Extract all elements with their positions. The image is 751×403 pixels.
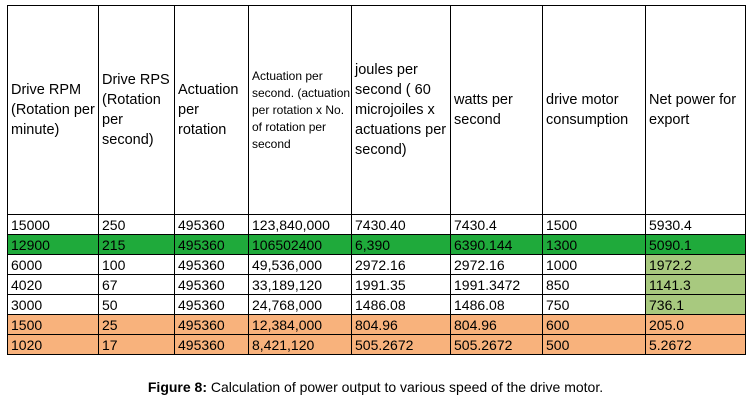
table-row xyxy=(8,335,746,355)
table-cell: 33,189,120 xyxy=(249,275,352,295)
table-row xyxy=(8,315,746,335)
table-cell: 5.2672 xyxy=(646,335,746,355)
table-cell: 1500 xyxy=(8,315,99,335)
table-cell: 600 xyxy=(543,315,646,335)
table-cell: 5090.1 xyxy=(646,235,746,255)
table-cell: 106502400 xyxy=(249,235,352,255)
table-cell: 2972.16 xyxy=(352,255,451,275)
table-cell: 12900 xyxy=(8,235,99,255)
table-cell: 804.96 xyxy=(352,315,451,335)
table-row xyxy=(8,235,746,255)
table-cell: 1500 xyxy=(543,215,646,235)
table-cell: 505.2672 xyxy=(352,335,451,355)
figure-caption-label: Figure 8: xyxy=(147,379,207,395)
table-cell: 123,840,000 xyxy=(249,215,352,235)
table-cell: 6000 xyxy=(8,255,99,275)
table-row xyxy=(8,275,746,295)
figure-caption xyxy=(0,379,751,395)
table-cell: 1991.3472 xyxy=(451,275,543,295)
table-cell: 1486.08 xyxy=(451,295,543,315)
table-cell: 495360 xyxy=(175,235,249,255)
table-cell: 100 xyxy=(99,255,175,275)
table-cell: 50 xyxy=(99,295,175,315)
table-cell: 736.1 xyxy=(646,295,746,315)
table-cell: 1486.08 xyxy=(352,295,451,315)
table-cell: 250 xyxy=(99,215,175,235)
table-cell: 15000 xyxy=(8,215,99,235)
table-cell: 495360 xyxy=(175,295,249,315)
table-cell: 7430.4 xyxy=(451,215,543,235)
table-cell: 6,390 xyxy=(352,235,451,255)
table-cell: 1972.2 xyxy=(646,255,746,275)
figure-caption-text: Calculation of power output to various speed of the drive motor. xyxy=(207,379,604,395)
table-cell: 12,384,000 xyxy=(249,315,352,335)
table-cell: 49,536,000 xyxy=(249,255,352,275)
table-row xyxy=(8,255,746,275)
header-joules-per-second: joules per second ( 60 microjoiles x actuations per second) xyxy=(352,6,451,215)
table-cell: 67 xyxy=(99,275,175,295)
table-cell: 495360 xyxy=(175,315,249,335)
header-net-power-for-export: Net power for export xyxy=(646,6,746,215)
table-cell: 495360 xyxy=(175,275,249,295)
table-cell: 1020 xyxy=(8,335,99,355)
table-cell: 205.0 xyxy=(646,315,746,335)
header-drive-rps: Drive RPS (Rotation per second) xyxy=(99,6,175,215)
table-cell: 3000 xyxy=(8,295,99,315)
table-cell: 2972.16 xyxy=(451,255,543,275)
table-cell: 4020 xyxy=(8,275,99,295)
table-cell: 24,768,000 xyxy=(249,295,352,315)
power-output-table xyxy=(7,5,746,355)
table-cell: 1300 xyxy=(543,235,646,255)
table-cell: 8,421,120 xyxy=(249,335,352,355)
header-actuation-per-second: Actuation per second. (actuation per rotation x No. of rotation per second xyxy=(249,6,352,215)
header-drive-motor-consumption: drive motor consumption xyxy=(543,6,646,215)
header-actuation-per-rotation: Actuation per rotation xyxy=(175,6,249,215)
table-cell: 804.96 xyxy=(451,315,543,335)
table-cell: 215 xyxy=(99,235,175,255)
table-row xyxy=(8,215,746,235)
table-cell: 1141.3 xyxy=(646,275,746,295)
table-cell: 850 xyxy=(543,275,646,295)
table-cell: 750 xyxy=(543,295,646,315)
table-cell: 6390.144 xyxy=(451,235,543,255)
table-row xyxy=(8,295,746,315)
table-cell: 25 xyxy=(99,315,175,335)
table-cell: 7430.40 xyxy=(352,215,451,235)
table-cell: 505.2672 xyxy=(451,335,543,355)
header-drive-rpm: Drive RPM (Rotation per minute) xyxy=(8,6,99,215)
table-cell: 17 xyxy=(99,335,175,355)
table-cell: 1000 xyxy=(543,255,646,275)
table-header-row xyxy=(8,6,746,215)
table-cell: 495360 xyxy=(175,335,249,355)
table-cell: 1991.35 xyxy=(352,275,451,295)
header-watts-per-second: watts per second xyxy=(451,6,543,215)
table-cell: 495360 xyxy=(175,215,249,235)
table-cell: 5930.4 xyxy=(646,215,746,235)
table-cell: 500 xyxy=(543,335,646,355)
table-cell: 495360 xyxy=(175,255,249,275)
